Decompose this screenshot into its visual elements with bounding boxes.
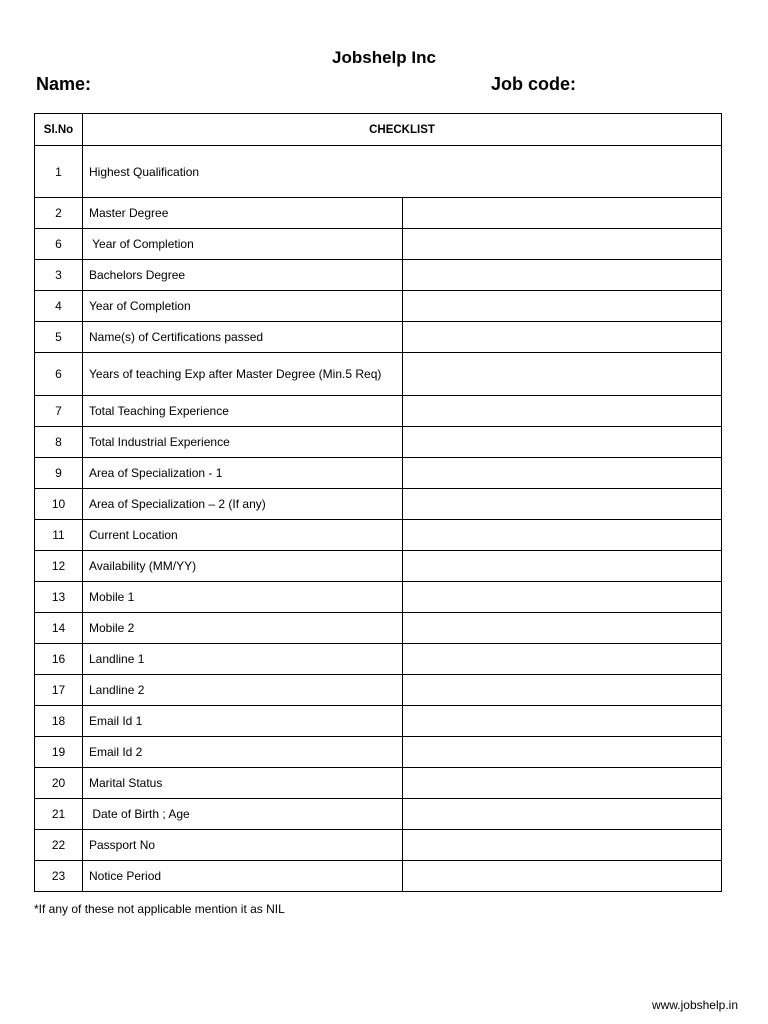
footnote: *If any of these not applicable mention it as NIL <box>34 902 285 916</box>
row-item-label: Email Id 2 <box>83 737 403 768</box>
table-row <box>35 353 722 396</box>
row-value-field[interactable] <box>402 830 722 861</box>
row-value-field[interactable] <box>402 520 722 551</box>
row-item-label: Email Id 1 <box>83 706 403 737</box>
row-number: 6 <box>35 353 83 396</box>
table-row <box>35 613 722 644</box>
table-row <box>35 520 722 551</box>
row-value-field[interactable] <box>402 737 722 768</box>
job-code-label: Job code: <box>491 74 577 94</box>
row-item-label: Name(s) of Certifications passed <box>83 322 403 353</box>
row-item-label: Area of Specialization - 1 <box>83 458 403 489</box>
row-number: 20 <box>35 768 83 799</box>
row-item-label: Area of Specialization – 2 (If any) <box>83 489 403 520</box>
row-value-field[interactable] <box>402 644 722 675</box>
row-value-field[interactable] <box>402 458 722 489</box>
row-item-label: Total Industrial Experience <box>83 427 403 458</box>
table-row <box>35 768 722 799</box>
row-item-label: Mobile 1 <box>83 582 403 613</box>
table-row <box>35 260 722 291</box>
row-value-field[interactable] <box>402 613 722 644</box>
row-number: 14 <box>35 613 83 644</box>
table-row <box>35 396 722 427</box>
row-number: 18 <box>35 706 83 737</box>
table-row <box>35 675 722 706</box>
row-number: 12 <box>35 551 83 582</box>
row-item-label: Total Teaching Experience <box>83 396 403 427</box>
row-number: 19 <box>35 737 83 768</box>
row-number: 2 <box>35 198 83 229</box>
name-label: Name: <box>36 74 92 94</box>
row-item-label: Availability (MM/YY) <box>83 551 403 582</box>
checklist-header: CHECKLIST <box>83 114 722 146</box>
table-row <box>35 322 722 353</box>
row-item-label: Highest Qualification <box>83 146 722 198</box>
row-number: 10 <box>35 489 83 520</box>
table-row <box>35 551 722 582</box>
row-number: 5 <box>35 322 83 353</box>
row-item-label: Year of Completion <box>83 229 403 260</box>
table-row <box>35 458 722 489</box>
row-number: 17 <box>35 675 83 706</box>
table-row <box>35 229 722 260</box>
row-number: 7 <box>35 396 83 427</box>
table-row <box>35 799 722 830</box>
row-value-field[interactable] <box>402 861 722 892</box>
row-number: 8 <box>35 427 83 458</box>
row-number: 21 <box>35 799 83 830</box>
row-value-field[interactable] <box>402 353 722 396</box>
row-number: 3 <box>35 260 83 291</box>
row-number: 1 <box>35 146 83 198</box>
row-number: 6 <box>35 229 83 260</box>
row-item-label: Notice Period <box>83 861 403 892</box>
table-row <box>35 427 722 458</box>
row-number: 16 <box>35 644 83 675</box>
table-row <box>35 830 722 861</box>
table-row <box>35 706 722 737</box>
table-row <box>35 198 722 229</box>
company-title: Jobshelp Inc <box>332 48 436 67</box>
table-header-row <box>35 114 722 146</box>
row-value-field[interactable] <box>402 799 722 830</box>
row-item-label: Date of Birth ; Age <box>83 799 403 830</box>
row-value-field[interactable] <box>402 582 722 613</box>
row-value-field[interactable] <box>402 291 722 322</box>
row-number: 13 <box>35 582 83 613</box>
row-item-label: Bachelors Degree <box>83 260 403 291</box>
row-value-field[interactable] <box>402 768 722 799</box>
table-row <box>35 861 722 892</box>
table-row <box>35 291 722 322</box>
row-number: 9 <box>35 458 83 489</box>
row-number: 22 <box>35 830 83 861</box>
row-item-label: Years of teaching Exp after Master Degree (Min.5 Req) <box>83 353 403 396</box>
row-value-field[interactable] <box>402 229 722 260</box>
slno-header: Sl.No <box>35 114 83 146</box>
row-value-field[interactable] <box>402 551 722 582</box>
table-row <box>35 737 722 768</box>
row-number: 11 <box>35 520 83 551</box>
row-item-label: Year of Completion <box>83 291 403 322</box>
website-link[interactable]: www.jobshelp.in <box>651 998 738 1012</box>
row-value-field[interactable] <box>402 427 722 458</box>
table-row <box>35 146 722 198</box>
row-value-field[interactable] <box>402 489 722 520</box>
row-item-label: Mobile 2 <box>83 613 403 644</box>
table-row <box>35 489 722 520</box>
row-number: 4 <box>35 291 83 322</box>
row-item-label: Landline 1 <box>83 644 403 675</box>
row-value-field[interactable] <box>402 322 722 353</box>
row-value-field[interactable] <box>402 675 722 706</box>
row-item-label: Master Degree <box>83 198 403 229</box>
table-row <box>35 644 722 675</box>
row-value-field[interactable] <box>402 260 722 291</box>
row-value-field[interactable] <box>402 198 722 229</box>
row-item-label: Landline 2 <box>83 675 403 706</box>
row-number: 23 <box>35 861 83 892</box>
row-value-field[interactable] <box>402 396 722 427</box>
row-item-label: Marital Status <box>83 768 403 799</box>
checklist-table <box>34 113 722 892</box>
row-item-label: Current Location <box>83 520 403 551</box>
row-value-field[interactable] <box>402 706 722 737</box>
table-row <box>35 582 722 613</box>
row-item-label: Passport No <box>83 830 403 861</box>
